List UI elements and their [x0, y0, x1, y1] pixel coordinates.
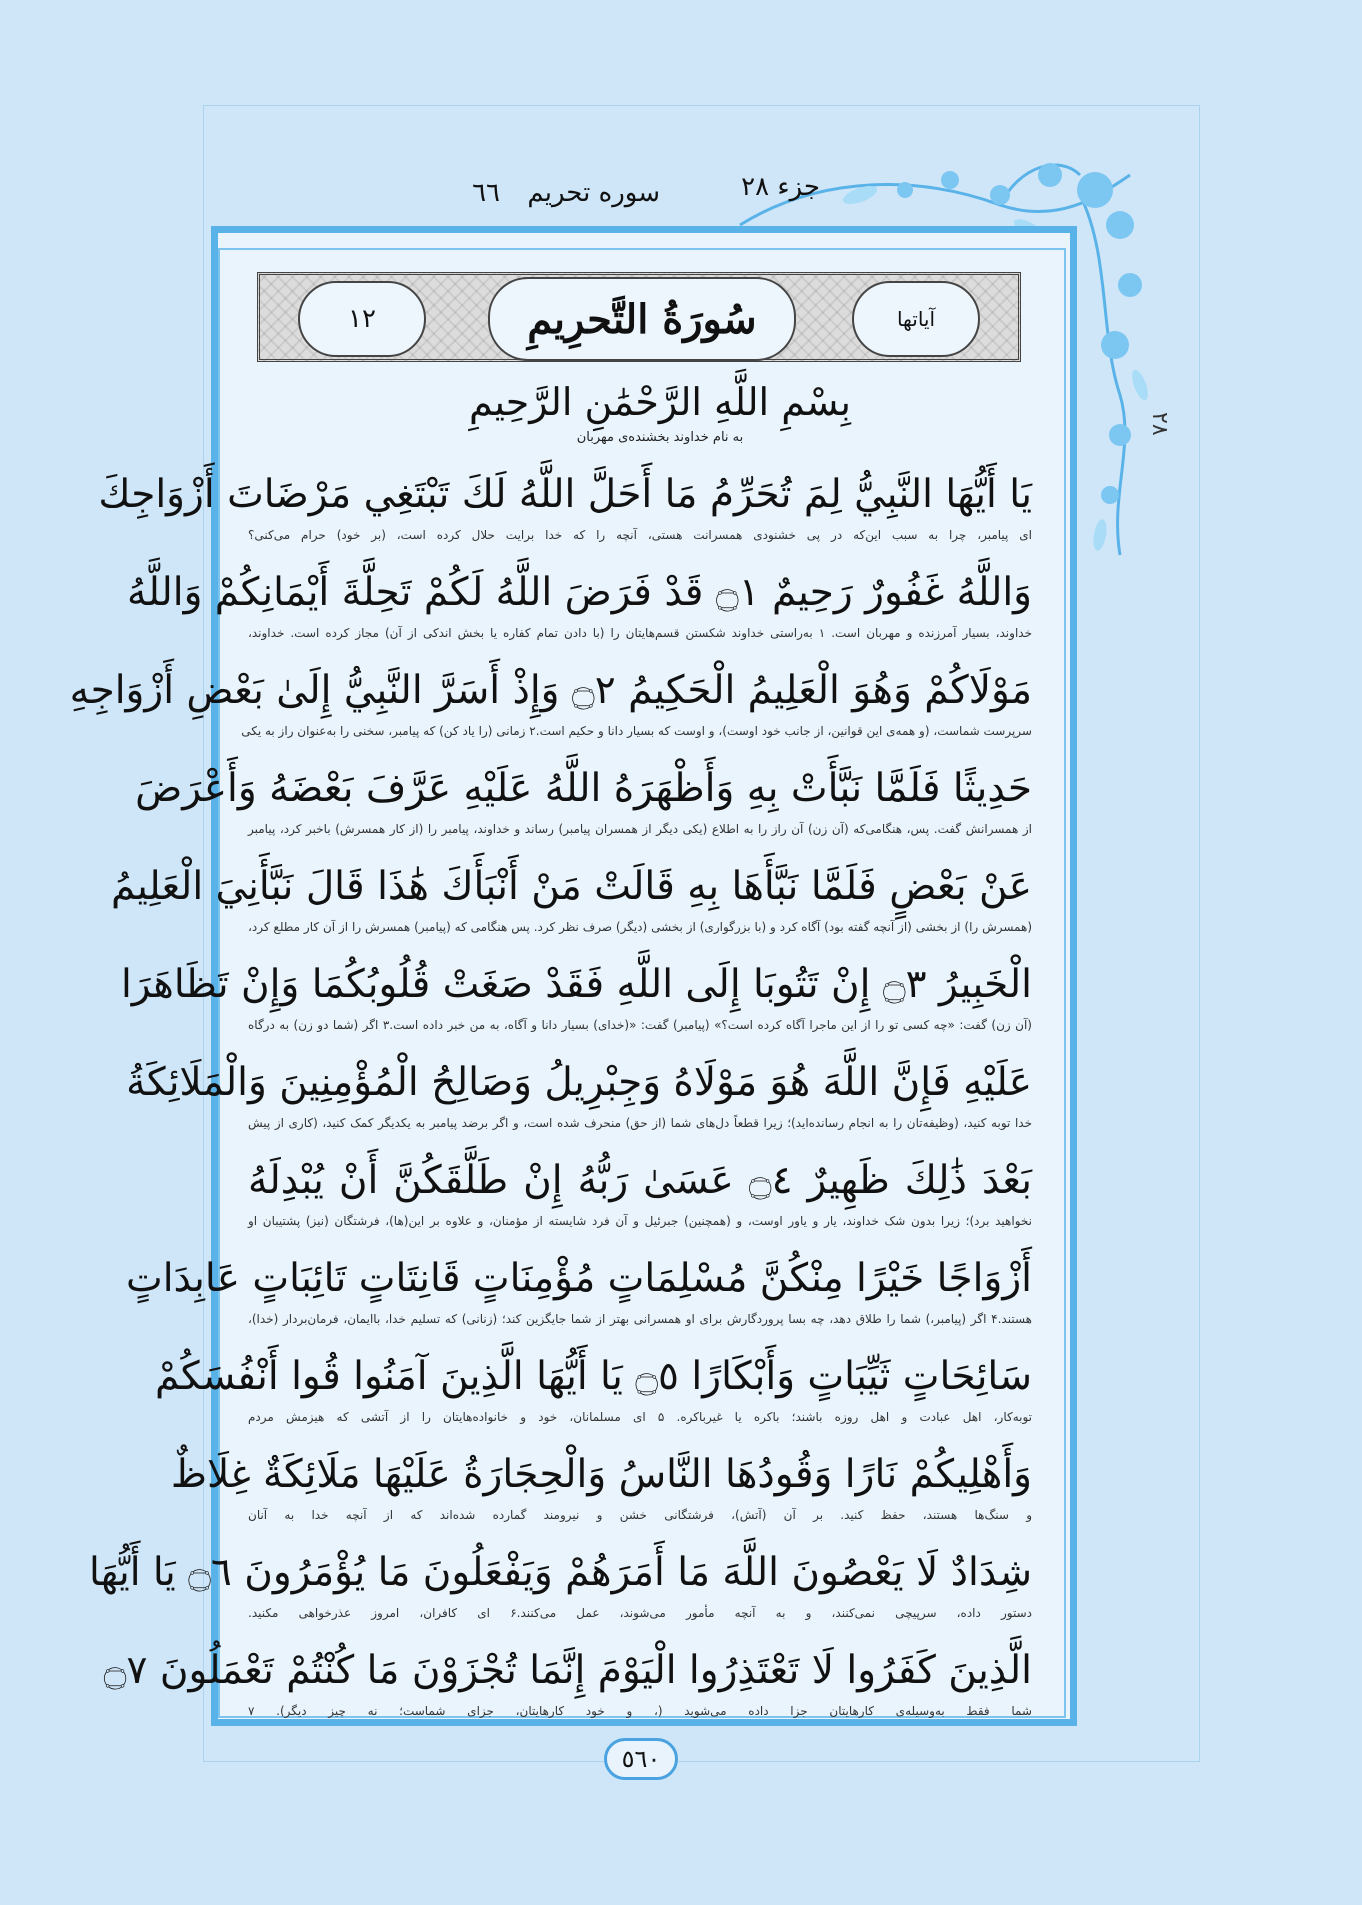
- verse-line: [69, 661, 1032, 759]
- verse-line: [135, 759, 1032, 857]
- translation-text: خداوند، بسیار آمرزنده و مهربان است. ۱ به‌راستی خداوند شکستن قسم‌هایتان را (با دادن تمام کفاره یا بخش اندکی از آن) مجاز کرده است. خداوند،: [248, 626, 1032, 640]
- verse-line: [127, 563, 1032, 661]
- translation-text: هستند.۴ اگر (پیامبر،) شما را طلاق دهد، چه بسا پروردگارش برای او همسرانی بهتر از شما جایگزین کند؛ (زنانی) که تسلیم خدا، باایمان، فرمان‌بردار (خدا)،: [248, 1312, 1032, 1326]
- side-juz-tab: ۲۸: [1147, 412, 1172, 436]
- surah-name: سُورَةُ التَّحرِيمِ: [527, 295, 757, 343]
- bismillah-translation: به نام خداوند بخشنده‌ی مهربان: [576, 430, 744, 445]
- surah-label: سوره تحریم: [527, 178, 660, 208]
- arabic-text: الْخَبِيرُ ۝٣ إِنْ تَتُوبَا إِلَى اللَّهِ فَقَدْ صَغَتْ قُلُوبُكُمَا وَإِنْ تَظَاهَرَا: [120, 962, 1032, 1007]
- arabic-text: يَا أَيُّهَا النَّبِيُّ لِمَ تُحَرِّمُ مَا أَحَلَّ اللَّهُ لَكَ تَبْتَغِي مَرْضَاتَ أَزْوَاجِكَ: [98, 472, 1032, 517]
- arabic-text: حَدِيثًا فَلَمَّا نَبَّأَتْ بِهِ وَأَظْهَرَهُ اللَّهُ عَلَيْهِ عَرَّفَ بَعْضَهُ وَأَعْرَضَ: [135, 766, 1032, 811]
- arabic-text: وَأَهْلِيكُمْ نَارًا وَقُودُهَا النَّاسُ وَالْحِجَارَةُ عَلَيْهَا مَلَائِكَةٌ غِلَاظٌ: [170, 1452, 1032, 1497]
- surah-title-box: [257, 272, 1021, 362]
- page-number: ٥٦٠: [604, 1738, 678, 1780]
- arabic-text: عَلَيْهِ فَإِنَّ اللَّهَ هُوَ مَوْلَاهُ وَجِبْرِيلُ وَصَالِحُ الْمُؤْمِنِينَ وَالْمَلَائِكَةُ: [126, 1060, 1032, 1105]
- translation-text: (همسرش را) از بخشی (از آنچه گفته بود) آگاه کرد و (با بزرگواری) از بخشی (دیگر) صرف نظر کرد. پس هنگامی که (پیامبر) همسرش را از آن کار مطلع کرد،: [248, 920, 1032, 934]
- ayat-count: ١٢: [348, 304, 376, 334]
- verse-line: [126, 1053, 1032, 1151]
- arabic-text: وَاللَّهُ غَفُورٌ رَحِيمٌ ۝١ قَدْ فَرَضَ اللَّهُ لَكُمْ تَحِلَّةَ أَيْمَانِكُمْ وَاللَّهُ: [127, 570, 1032, 615]
- juz-label: جزء ۲۸: [741, 172, 820, 202]
- arabic-text: الَّذِينَ كَفَرُوا لَا تَعْتَذِرُوا الْيَوْمَ إِنَّمَا تُجْزَوْنَ مَا كُنْتُمْ تَعْمَلُونَ ۝٧: [103, 1648, 1032, 1693]
- arabic-text: بَعْدَ ذَٰلِكَ ظَهِيرٌ ۝٤ عَسَىٰ رَبُّهُ إِنْ طَلَّقَكُنَّ أَنْ يُبْدِلَهُ: [248, 1158, 1032, 1203]
- page-header: [400, 172, 820, 212]
- ayat-count-cartouche: [298, 281, 426, 357]
- verse-line: [103, 1641, 1032, 1739]
- verse-line: [98, 465, 1032, 563]
- translation-text: (آن زن) گفت: «چه کسی تو را از این ماجرا آگاه کرده است؟» (پیامبر) گفت: «(خدای) بسیار دانا و آگاه، به من خبر داده است.۳ اگر (شما دو زن) به درگاه: [248, 1018, 1032, 1032]
- surah-name-cartouche: [488, 277, 796, 361]
- arabic-text: سَائِحَاتٍ ثَيِّبَاتٍ وَأَبْكَارًا ۝٥ يَا أَيُّهَا الَّذِينَ آمَنُوا قُوا أَنْفُسَكُمْ: [154, 1354, 1032, 1399]
- surah-number: ٦٦: [472, 178, 500, 208]
- translation-text: ای پیامبر، چرا به سبب این‌که در پی خشنودی همسرانت هستی، آنچه را که خدا برایت حلال کرده است، (بر خود) حرام می‌کنی؟: [248, 528, 1032, 542]
- arabic-text: أَزْوَاجًا خَيْرًا مِنْكُنَّ مُسْلِمَاتٍ مُؤْمِنَاتٍ قَانِتَاتٍ تَائِبَاتٍ عَابِدَاتٍ: [126, 1256, 1032, 1301]
- ayat-label-cartouche: [852, 281, 980, 357]
- verse-line: [126, 1249, 1032, 1347]
- verse-line: [170, 1445, 1032, 1543]
- verse-line: [248, 1151, 1032, 1249]
- translation-text: سرپرست شماست، (و همه‌ی این قوانین، از جانب خود اوست)، و اوست که بسیار دانا و حکیم است.۲ زمانی (را یاد کن) که پیامبر، سخنی را به‌عنوان راز به یکی: [241, 724, 1032, 738]
- translation-text: دستور داده، سرپیچی نمی‌کنند، و به آنچه مأمور می‌شوند، عمل می‌کنند.۶ ای کافران، امروز عذرخواهی مکنید.: [248, 1606, 1033, 1620]
- verse-line: [120, 955, 1032, 1053]
- arabic-text: عَنْ بَعْضٍ فَلَمَّا نَبَّأَهَا بِهِ قَالَتْ مَنْ أَنْبَأَكَ هَٰذَا قَالَ نَبَّأَنِيَ الْعَلِيمُ: [110, 864, 1032, 909]
- translation-text: توبه‌کار، اهل عبادت و اهل روزه باشند؛ باکره یا غیرباکره. ۵ ای مسلمانان، خود و خانواده‌هایتان را از آتشی که هیزمش مردم: [248, 1410, 1033, 1424]
- translation-text: از همسرانش گفت. پس، هنگامی‌که (آن زن) آن راز را به اطلاع (یکی دیگر از همسران پیامبر) رساند و خداوند، پیامبر را (از کار همسرش) باخبر کرد، پیامبر: [248, 822, 1032, 836]
- translation-text: و سنگ‌ها هستند، حفظ کنید. بر آن (آتش)، فرشتگانی خشن و نیرومند گمارده شده‌اند که از آنچه خدا به آنان: [248, 1508, 1032, 1522]
- ayat-label: آیاتها: [896, 307, 936, 331]
- verse-line: [110, 857, 1032, 955]
- bismillah: بِسْمِ اللَّهِ الرَّحْمَٰنِ الرَّحِيمِ: [469, 380, 851, 424]
- translation-text: نخواهید برد)؛ زیرا بدون شک خداوند، یار و یاور اوست، و (همچنین) جبرئیل و آن فرد شایسته از مؤمنان، و علاوه بر این(ها)، فرشتگان (نیز) پشتیبان او: [248, 1214, 1032, 1228]
- translation-text: شما فقط به‌وسیله‌ی کارهایتان جزا داده می‌شوید (، و خود کارهایتان، جزای شماست؛ نه چیز دیگر). ۷: [248, 1704, 1032, 1718]
- arabic-text: شِدَادٌ لَا يَعْصُونَ اللَّهَ مَا أَمَرَهُمْ وَيَفْعَلُونَ مَا يُؤْمَرُونَ ۝٦ يَا أَيُّهَا: [88, 1550, 1032, 1595]
- arabic-text: مَوْلَاكُمْ وَهُوَ الْعَلِيمُ الْحَكِيمُ ۝٢ وَإِذْ أَسَرَّ النَّبِيُّ إِلَىٰ بَعْضِ أَزْوَاجِهِ: [69, 668, 1032, 713]
- verses-block: [69, 465, 1033, 1739]
- translation-text: خدا توبه کنید، (وظیفه‌تان را به انجام رسانده‌اید)؛ زیرا قطعاً دل‌های شما (از حق) منحرف شده است، و اگر برضد پیامبر به یکدیگر کمک کنید، (کاری از پیش: [248, 1116, 1032, 1130]
- verse-line: [154, 1347, 1033, 1445]
- verse-line: [88, 1543, 1033, 1641]
